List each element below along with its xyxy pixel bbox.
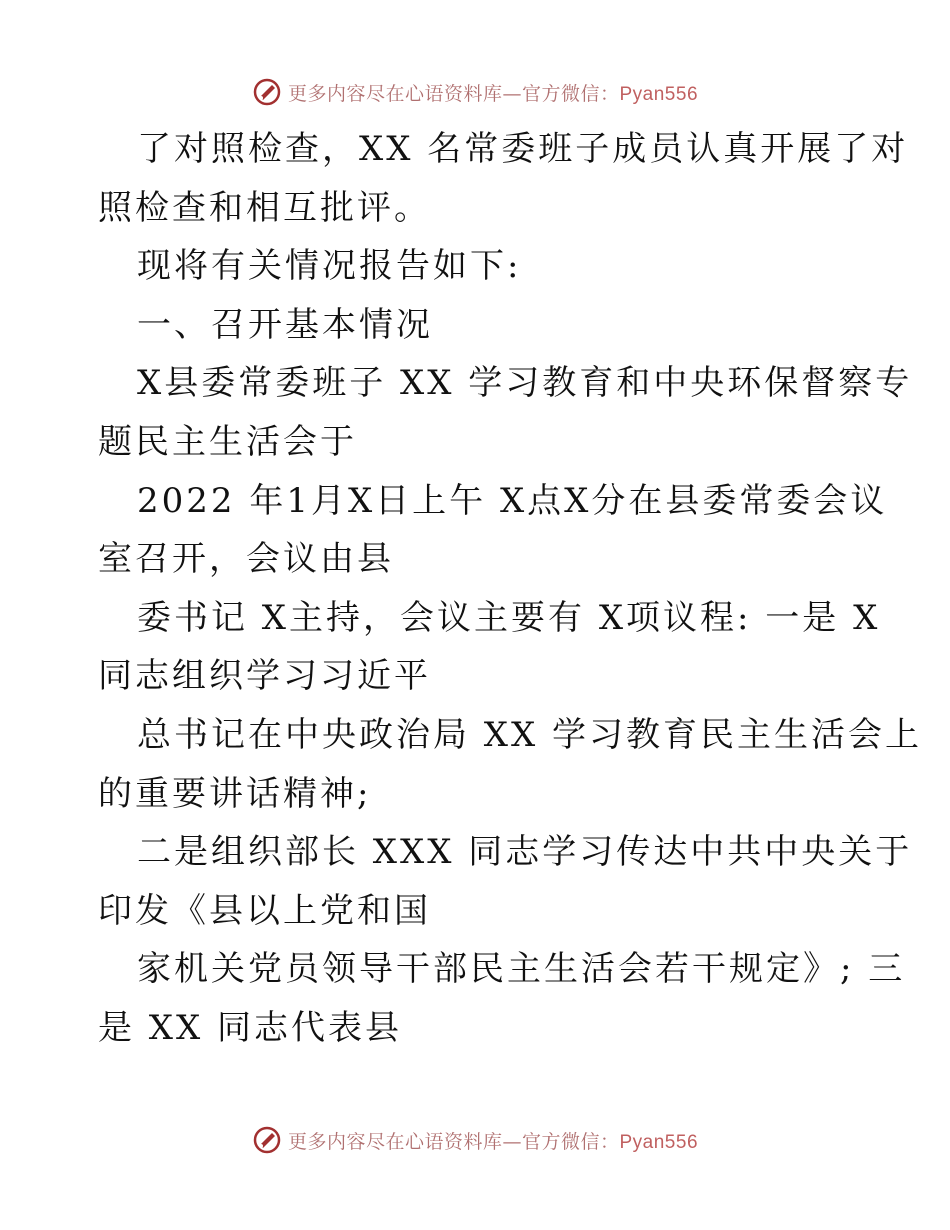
text-line: 委书记 X主持，会议主要有 X项议程: 一是 X [137, 597, 881, 638]
logo-icon [252, 77, 282, 107]
logo-icon [252, 1125, 282, 1155]
text-line: 2022 年1月X日上午 X点X分在县委常委会议 [137, 480, 888, 521]
text-line: 是 XX 同志代表县 [98, 1007, 403, 1048]
text-line: 的重要讲话精神; [98, 773, 372, 814]
text-line: 室召开，会议由县 [98, 539, 394, 580]
header-watermark [0, 72, 950, 112]
text-line: 印发《县以上党和国 [98, 890, 431, 931]
text-line: 同志组织学习习近平 [98, 656, 431, 697]
text-line: 现将有关情况报告如下: [137, 246, 522, 287]
watermark-text: 更多内容尽在心语资料库—官方微信：Pyan556 [287, 1130, 699, 1153]
text-line: 一、召开基本情况 [137, 304, 433, 345]
footer-watermark [0, 1120, 950, 1160]
text-line: 家机关党员领导干部民主生活会若干规定》; 三 [137, 949, 906, 990]
document-body [98, 120, 923, 1058]
text-line: 照检查和相互批评。 [98, 187, 431, 228]
text-line: 总书记在中央政治局 XX 学习教育民主生活会上 [137, 714, 923, 755]
text-line: 题民主生活会于 [98, 421, 357, 462]
text-line: 二是组织部长 XXX 同志学习传达中共中央关于 [137, 832, 913, 873]
watermark-text: 更多内容尽在心语资料库—官方微信：Pyan556 [287, 82, 699, 105]
text-line: X县委常委班子 XX 学习教育和中央环保督察专 [137, 363, 913, 404]
text-line: 了对照检查，XX 名常委班子成员认真开展了对 [137, 129, 909, 169]
